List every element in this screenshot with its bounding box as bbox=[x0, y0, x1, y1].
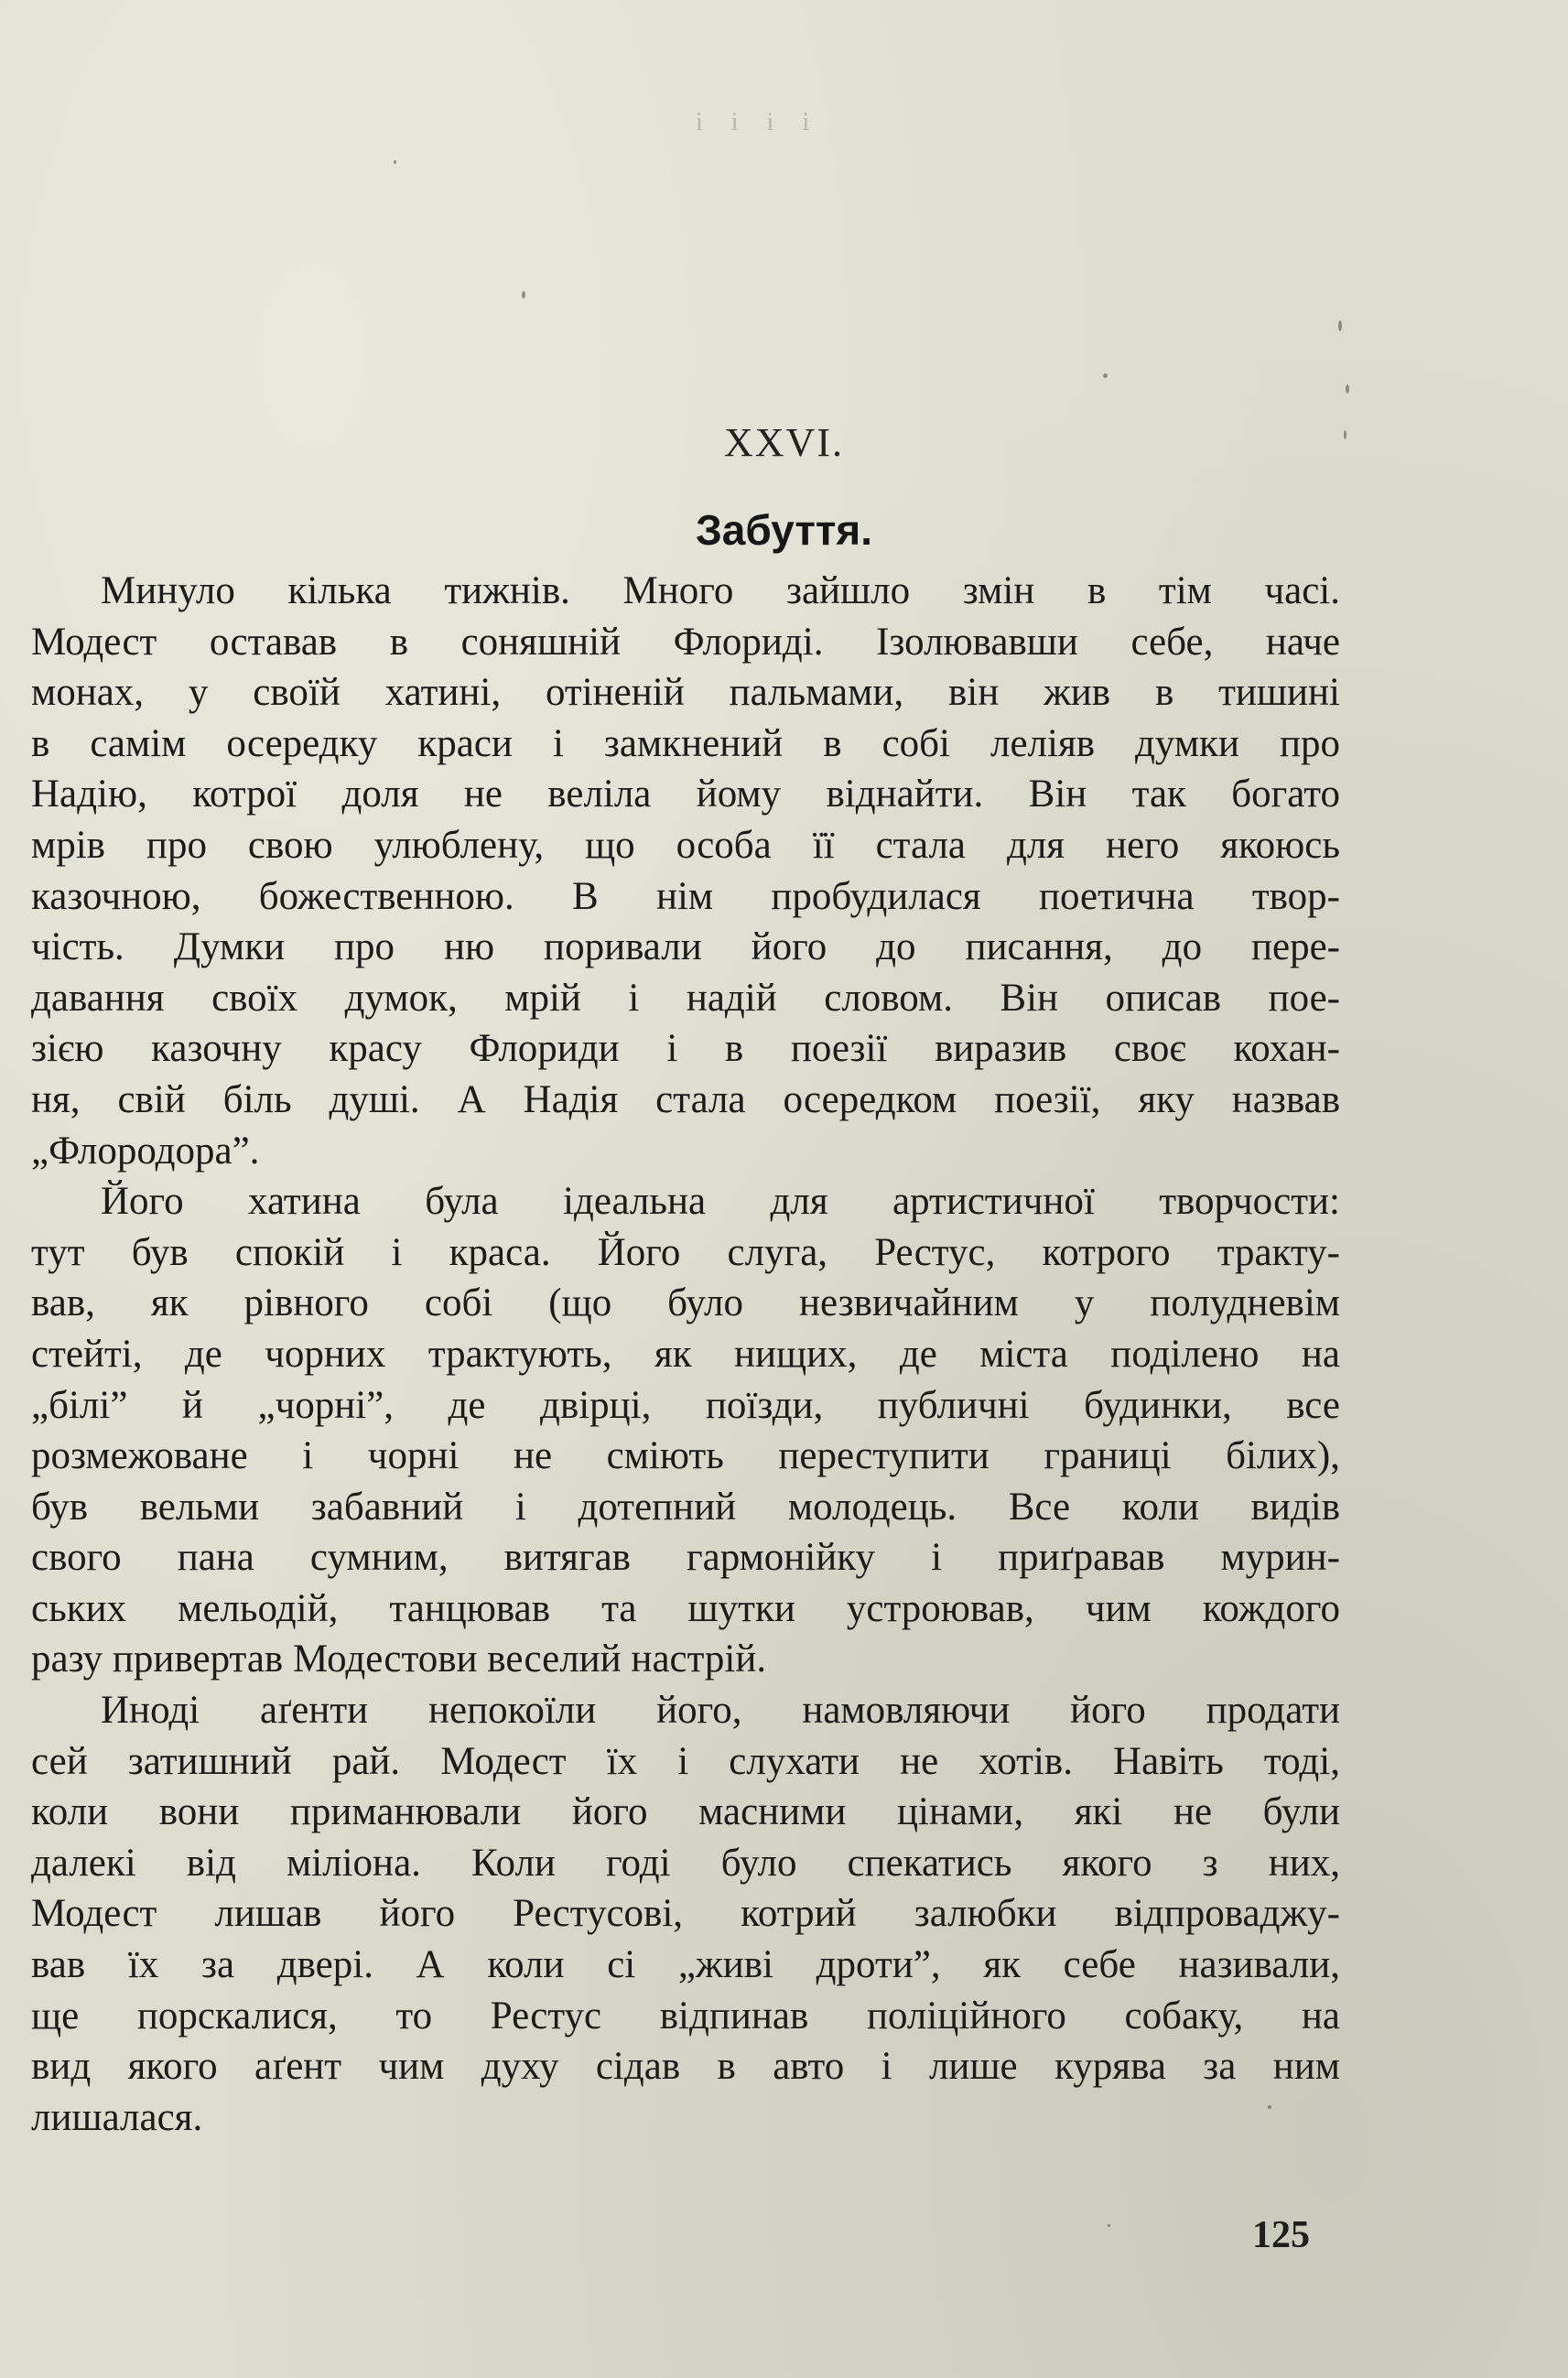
text-line: Иноді аґенти непокоїли його, намовляючи його продати bbox=[101, 1689, 1340, 1733]
text-line: ських мельодій, танцював та шутки устроював, чим кождого bbox=[31, 1586, 1340, 1630]
text-line: Модест оставав в соняшній Флориді. Ізолювавши себе, наче bbox=[31, 620, 1340, 664]
text-line: мрів про свою улюблену, що особа її стала для него якоюсь bbox=[31, 823, 1340, 867]
print-speck bbox=[1338, 320, 1342, 331]
text-line: сей затишний рай. Модест їх і слухати не хотів. Навіть тоді, bbox=[31, 1739, 1340, 1783]
text-line: вав їх за двері. А коли сі „живі дроти”, як себе називали, bbox=[31, 1943, 1340, 1987]
chapter-number: XXVI. bbox=[724, 420, 844, 465]
text-line: ня, свій біль душі. А Надія стала осередком поезії, яку назвав bbox=[31, 1077, 1340, 1121]
text-line: давання своїх думок, мрій і надій словом. Він описав пое- bbox=[31, 976, 1340, 1020]
chapter-body bbox=[31, 566, 1340, 2143]
print-speck bbox=[522, 291, 525, 298]
print-speck bbox=[394, 160, 396, 164]
text-line: вид якого аґент чим духу сідав в авто і лише курява за ним bbox=[31, 2045, 1340, 2089]
print-speck bbox=[1268, 2105, 1271, 2109]
text-line: вав, як рівного собі (що було незвичайним у полудневім bbox=[31, 1281, 1340, 1325]
text-line: разу привертав Модестови веселий настрій. bbox=[31, 1638, 767, 1681]
print-speck bbox=[1344, 430, 1346, 439]
text-line: був вельми забавний і дотепний молодець. Все коли видів bbox=[31, 1485, 1340, 1529]
text-line: Минуло кілька тижнів. Много зайшло змін в тім часі. bbox=[101, 569, 1340, 612]
text-line: Надію, котрої доля не веліла йому віднайти. Він так богато bbox=[31, 773, 1340, 816]
text-line: „Флородора”. bbox=[31, 1129, 260, 1173]
running-head: і і і і bbox=[696, 108, 821, 136]
text-line: в самім осередку краси і замкнений в собі леліяв думки про bbox=[31, 721, 1340, 765]
print-speck bbox=[1346, 384, 1349, 394]
text-line: лишалася. bbox=[31, 2095, 203, 2139]
chapter-title: Забуття. bbox=[695, 506, 873, 554]
page-number: 125 bbox=[1252, 2214, 1310, 2256]
text-line: далекі від міліона. Коли годі було спекатись якого з них, bbox=[31, 1841, 1340, 1885]
text-line: „білі” й „чорні”, де двірці, поїзди, публичні будинки, все bbox=[31, 1383, 1340, 1427]
text-line: монах, у своїй хатині, отіненій пальмами, він жив в тишині bbox=[31, 671, 1340, 715]
text-line: стейті, де чорних трактують, як нищих, де міста поділено на bbox=[31, 1332, 1340, 1376]
print-speck bbox=[1103, 373, 1108, 378]
text-line: Його хатина була ідеальна для артистичної творчости: bbox=[101, 1180, 1340, 1224]
text-line: чість. Думки про ню поривали його до писання, до пере- bbox=[31, 925, 1340, 969]
text-line: зією казочну красу Флориди і в поезії виразив своє кохан- bbox=[31, 1027, 1340, 1071]
text-line: коли вони приманювали його масними цінами, які не були bbox=[31, 1790, 1340, 1834]
text-line: ще порскалися, то Рестус відпинав поліційного собаку, на bbox=[31, 1994, 1340, 2038]
text-line: свого пана сумним, витягав гармонійку і приґравав мурин- bbox=[31, 1536, 1340, 1580]
print-speck bbox=[1108, 2224, 1110, 2227]
text-line: тут був спокій і краса. Його слуга, Рестус, котрого тракту- bbox=[31, 1230, 1340, 1274]
text-line: казочною, божественною. В нім пробудилася поетична твор- bbox=[31, 874, 1340, 918]
text-line: розмежоване і чорні не сміють переступити границі білих), bbox=[31, 1434, 1340, 1478]
text-line: Модест лишав його Рестусові, котрий залюбки відпроваджу- bbox=[31, 1892, 1340, 1936]
